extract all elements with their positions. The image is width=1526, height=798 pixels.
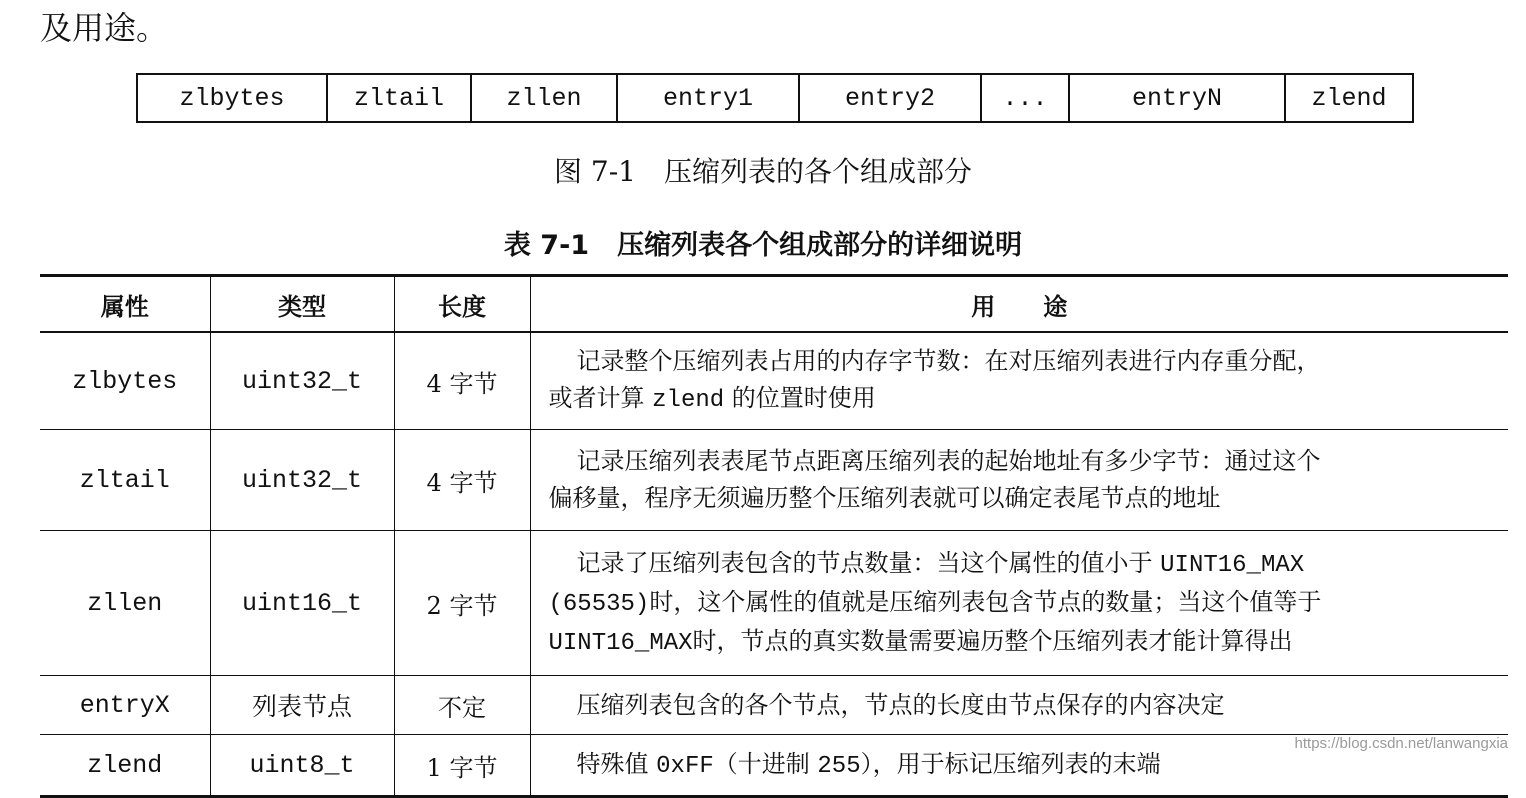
cell-attribute: zlend	[40, 735, 210, 797]
purpose-text: 记录了压缩列表包含的节点数量：当这个属性的值小于	[576, 548, 1161, 577]
ziplist-spec-table	[40, 274, 1508, 798]
purpose-text: 的位置时使用	[724, 384, 876, 412]
cell-attribute: entryX	[40, 676, 210, 735]
cell-attribute: zllen	[40, 531, 210, 676]
figure-caption-number: 图 7-1	[553, 155, 636, 188]
cell-attribute: zltail	[40, 430, 210, 531]
header-purpose: 用 途	[530, 276, 1508, 333]
purpose-text: （十进制	[713, 749, 818, 778]
purpose-code: (65535)	[548, 590, 650, 618]
purpose-line	[549, 545, 1499, 584]
cell-type: 列表节点	[210, 676, 394, 735]
cell-length: 4 字节	[394, 430, 530, 531]
table-header-row	[40, 276, 1508, 333]
purpose-code: UINT16_MAX	[1160, 551, 1305, 579]
purpose-line: 压缩列表包含的各个节点，节点的长度由节点保存的内容决定	[576, 690, 1225, 719]
figure-caption	[0, 152, 1526, 192]
header-attribute: 属性	[100, 292, 149, 321]
figure-cell-zltail: zltail	[328, 75, 472, 121]
cell-purpose	[530, 531, 1508, 676]
purpose-code: 0xFF	[656, 752, 714, 780]
purpose-code: zlend	[652, 387, 725, 414]
purpose-line: 记录整个压缩列表占用的内存字节数：在对压缩列表进行内存重分配，	[576, 347, 1321, 375]
header-length: 长度	[394, 276, 530, 333]
cell-type: uint8_t	[210, 735, 394, 797]
purpose-text: 特殊值	[576, 749, 657, 778]
cell-length: 2 字节	[394, 531, 530, 676]
watermark-url: https://blog.csdn.net/lanwangxia	[1294, 735, 1508, 752]
purpose-line	[549, 623, 1499, 662]
purpose-code: 255	[817, 752, 861, 780]
table-caption-text: 压缩列表各个组成部分的详细说明	[617, 230, 1023, 261]
cell-type: uint32_t	[210, 430, 394, 531]
table-row	[40, 332, 1508, 430]
cell-length: 4 字节	[394, 332, 530, 430]
table-caption	[0, 226, 1526, 266]
table-row	[40, 676, 1508, 735]
purpose-line	[549, 584, 1499, 623]
figure-cell-zlbytes: zlbytes	[138, 75, 328, 121]
purpose-line	[549, 380, 1499, 419]
lead-text: 及用途。	[40, 9, 169, 47]
purpose-line: 偏移量，程序无须遍历整个压缩列表就可以确定表尾节点的地址	[548, 484, 1221, 512]
purpose-text: 时，这个属性的值就是压缩列表包含节点的数量；当这个值等于	[649, 587, 1322, 616]
cell-attribute: zlbytes	[40, 332, 210, 430]
cell-purpose	[530, 430, 1508, 531]
figure-cell-entryN: entryN	[1070, 75, 1286, 121]
cell-length: 不定	[394, 676, 530, 735]
figure-cell-entry1: entry1	[618, 75, 800, 121]
figure-cell-zlend: zlend	[1311, 83, 1387, 113]
table-row	[40, 531, 1508, 676]
purpose-text: ），用于标记压缩列表的末端	[860, 749, 1161, 778]
cell-purpose	[530, 676, 1508, 735]
table-row	[40, 735, 1508, 797]
figure-caption-text: 压缩列表的各个组成部分	[663, 155, 972, 188]
table-caption-number: 表 7-1	[503, 230, 590, 261]
cell-type: uint32_t	[210, 332, 394, 430]
figure-cell-zllen: zllen	[472, 75, 618, 121]
cell-purpose	[530, 332, 1508, 430]
ziplist-layout-figure	[136, 73, 1414, 123]
cell-length: 1 字节	[394, 735, 530, 797]
figure-cell-ellipsis: ...	[982, 75, 1070, 121]
figure-cell-entry2: entry2	[800, 75, 982, 121]
purpose-text: 或者计算	[548, 384, 653, 412]
purpose-code: UINT16_MAX	[548, 629, 693, 657]
cell-type: uint16_t	[210, 531, 394, 676]
purpose-line: 记录压缩列表表尾节点距离压缩列表的起始地址有多少字节：通过这个	[576, 447, 1321, 475]
table-row	[40, 430, 1508, 531]
purpose-text: 时，节点的真实数量需要遍历整个压缩列表才能计算得出	[692, 626, 1293, 655]
header-type: 类型	[210, 276, 394, 333]
